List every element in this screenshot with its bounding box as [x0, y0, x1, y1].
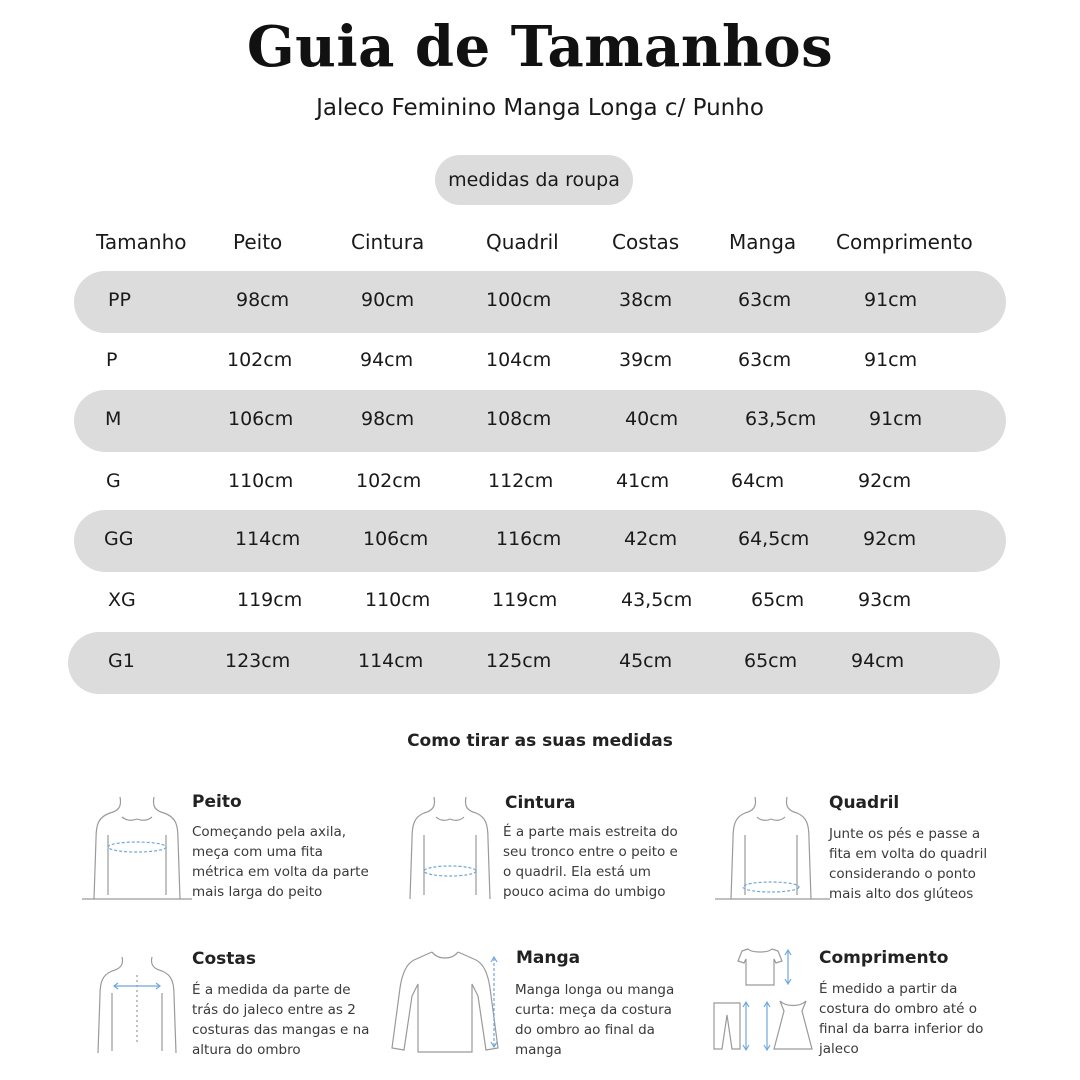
- cell-waist: 94cm: [360, 349, 414, 371]
- measurements-badge: [435, 155, 633, 205]
- howto-text-waist: [503, 822, 703, 902]
- howto-line: jaleco: [819, 1041, 859, 1057]
- cell-hip: 100cm: [486, 289, 552, 311]
- back-shoulders-icon: [82, 955, 192, 1055]
- cell-size: M: [105, 408, 122, 430]
- cell-waist: 98cm: [361, 408, 415, 430]
- cell-hip: 108cm: [486, 408, 552, 430]
- howto-text-sleeve: [515, 980, 715, 1060]
- column-header-back: Costas: [612, 230, 680, 254]
- cell-hip: 119cm: [492, 589, 558, 611]
- column-header-sleeve: Manga: [729, 230, 797, 254]
- cell-sleeve: 65cm: [744, 650, 798, 672]
- cell-back: 45cm: [619, 650, 673, 672]
- cell-waist: 90cm: [361, 289, 415, 311]
- cell-chest: 98cm: [236, 289, 290, 311]
- howto-line: mais larga do peito: [192, 884, 323, 900]
- howto-line: Começando pela axila,: [192, 824, 347, 840]
- howto-line: Manga longa ou manga: [515, 982, 675, 998]
- measurements-badge-label: medidas da roupa: [448, 169, 620, 191]
- howto-title-sleeve: Manga: [516, 948, 581, 968]
- column-header-length: Comprimento: [836, 230, 973, 254]
- cell-chest: 110cm: [228, 470, 294, 492]
- column-header-size: Tamanho: [96, 230, 187, 254]
- howto-line: o quadril. Ela está um: [503, 864, 651, 880]
- column-header-chest: Peito: [233, 230, 283, 254]
- cell-hip: 104cm: [486, 349, 552, 371]
- howto-line: costuras das mangas e na: [192, 1022, 370, 1038]
- cell-length: 92cm: [863, 528, 917, 550]
- cell-length: 91cm: [864, 289, 918, 311]
- cell-waist: 106cm: [363, 528, 429, 550]
- howto-line: altura do ombro: [192, 1042, 301, 1058]
- howto-line: trás do jaleco entre as 2: [192, 1002, 356, 1018]
- howto-title-chest: Peito: [192, 792, 242, 812]
- howto-text-back: [192, 980, 392, 1060]
- long-sleeve-shirt-icon: [390, 948, 505, 1058]
- cell-chest: 114cm: [235, 528, 301, 550]
- howto-line: considerando o ponto: [829, 866, 976, 882]
- howto-line: fita em volta do quadril: [829, 846, 988, 862]
- cell-sleeve: 64cm: [731, 470, 785, 492]
- howto-line: seu tronco entre o peito e: [503, 844, 678, 860]
- howto-text-length: [819, 979, 1019, 1059]
- howto-line: mais alto dos glúteos: [829, 886, 974, 902]
- howto-line: métrica em volta da parte: [192, 864, 369, 880]
- cell-sleeve: 64,5cm: [738, 528, 810, 550]
- howto-text-chest: [192, 822, 392, 902]
- howto-line: Junte os pés e passe a: [829, 826, 981, 842]
- cell-length: 91cm: [869, 408, 923, 430]
- cell-chest: 106cm: [228, 408, 294, 430]
- torso-waist-icon: [400, 795, 500, 901]
- cell-size: G1: [108, 650, 135, 672]
- howto-line: meça com uma fita: [192, 844, 323, 860]
- cell-size: PP: [108, 289, 131, 311]
- cell-length: 93cm: [858, 589, 912, 611]
- page-subtitle: Jaleco Feminino Manga Longa c/ Punho: [316, 95, 764, 121]
- howto-title-hip: Quadril: [829, 793, 900, 813]
- cell-hip: 116cm: [496, 528, 562, 550]
- howto-line: do ombro ao final da: [515, 1022, 655, 1038]
- howto-title-waist: Cintura: [505, 793, 576, 813]
- cell-chest: 123cm: [225, 650, 291, 672]
- cell-size: GG: [104, 528, 134, 550]
- howto-line: É a medida da parte de: [192, 982, 351, 998]
- howto-title-back: Costas: [192, 949, 256, 969]
- cell-hip: 125cm: [486, 650, 552, 672]
- cell-length: 94cm: [851, 650, 905, 672]
- cell-waist: 102cm: [356, 470, 422, 492]
- cell-chest: 119cm: [237, 589, 303, 611]
- cell-hip: 112cm: [488, 470, 554, 492]
- howto-title-length: Comprimento: [819, 948, 949, 968]
- howto-line: manga: [515, 1042, 562, 1058]
- cell-sleeve: 63cm: [738, 289, 792, 311]
- cell-size: G: [106, 470, 121, 492]
- garment-length-icon: [708, 945, 818, 1055]
- cell-waist: 114cm: [358, 650, 424, 672]
- howto-text-hip: [829, 824, 1029, 904]
- howto-line: curta: meça da costura: [515, 1002, 672, 1018]
- cell-size: P: [106, 349, 118, 371]
- howto-line: final da barra inferior do: [819, 1021, 984, 1037]
- howto-line: É medido a partir da: [819, 981, 958, 997]
- torso-hip-icon: [715, 795, 830, 901]
- cell-back: 43,5cm: [621, 589, 693, 611]
- cell-back: 41cm: [616, 470, 670, 492]
- cell-back: 40cm: [625, 408, 679, 430]
- torso-chest-icon: [82, 795, 192, 901]
- cell-sleeve: 65cm: [751, 589, 805, 611]
- cell-back: 38cm: [619, 289, 673, 311]
- cell-length: 92cm: [858, 470, 912, 492]
- howto-line: costura do ombro até o: [819, 1001, 978, 1017]
- cell-size: XG: [108, 589, 136, 611]
- cell-length: 91cm: [864, 349, 918, 371]
- howto-title: Como tirar as suas medidas: [407, 731, 673, 751]
- cell-back: 39cm: [619, 349, 673, 371]
- cell-back: 42cm: [624, 528, 678, 550]
- cell-waist: 110cm: [365, 589, 431, 611]
- howto-line: É a parte mais estreita do: [503, 824, 678, 840]
- howto-line: pouco acima do umbigo: [503, 884, 666, 900]
- cell-sleeve: 63cm: [738, 349, 792, 371]
- page-title: Guia de Tamanhos: [246, 14, 834, 80]
- cell-sleeve: 63,5cm: [745, 408, 817, 430]
- column-header-hip: Quadril: [486, 230, 559, 254]
- cell-chest: 102cm: [227, 349, 293, 371]
- column-header-waist: Cintura: [351, 230, 425, 254]
